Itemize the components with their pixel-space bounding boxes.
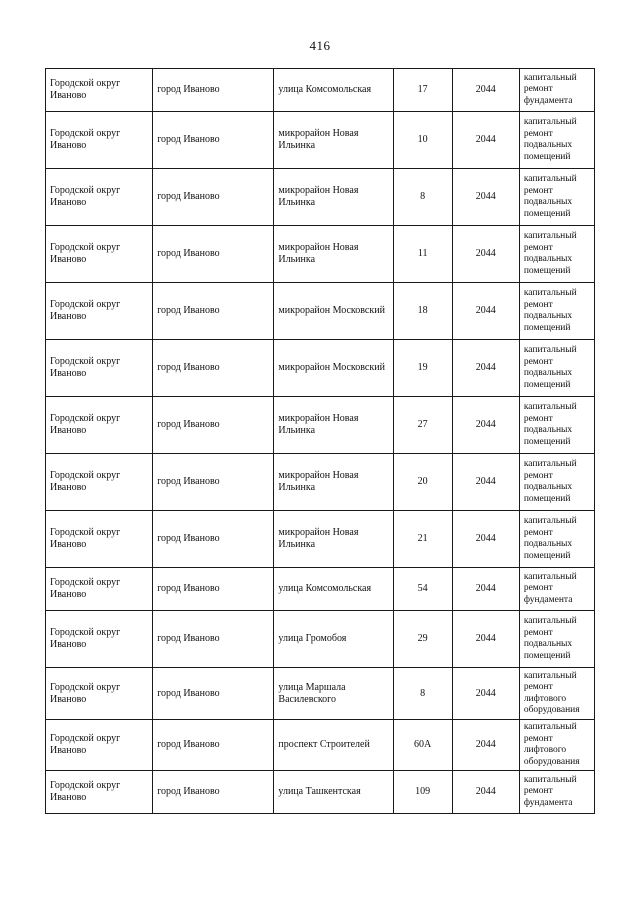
city-cell: город Иваново: [153, 397, 274, 454]
year-cell: 2044: [452, 169, 519, 226]
table-row: [46, 169, 595, 226]
street-cell: микрорайон Новая Ильинка: [274, 397, 393, 454]
district-cell: Городской округ Иваново: [46, 69, 153, 112]
city-cell: город Иваново: [153, 283, 274, 340]
street-cell: улица Ташкентская: [274, 771, 393, 814]
city-cell: город Иваново: [153, 720, 274, 771]
street-cell: микрорайон Новая Ильинка: [274, 112, 393, 169]
table-row: [46, 454, 595, 511]
house-number-cell: 20: [393, 454, 452, 511]
table-body: [46, 69, 595, 814]
city-cell: город Иваново: [153, 611, 274, 668]
year-cell: 2044: [452, 340, 519, 397]
district-cell: Городской округ Иваново: [46, 454, 153, 511]
table-row: [46, 568, 595, 611]
work-type-cell: капитальный ремонт подвальных помещений: [519, 454, 594, 511]
street-cell: улица Комсомольская: [274, 69, 393, 112]
year-cell: 2044: [452, 69, 519, 112]
house-number-cell: 8: [393, 169, 452, 226]
district-cell: Городской округ Иваново: [46, 568, 153, 611]
city-cell: город Иваново: [153, 169, 274, 226]
house-number-cell: 60А: [393, 720, 452, 771]
table-row: [46, 112, 595, 169]
district-cell: Городской округ Иваново: [46, 283, 153, 340]
street-cell: микрорайон Новая Ильинка: [274, 169, 393, 226]
table-row: [46, 668, 595, 720]
table-row: [46, 720, 595, 771]
city-cell: город Иваново: [153, 568, 274, 611]
house-number-cell: 109: [393, 771, 452, 814]
house-number-cell: 21: [393, 511, 452, 568]
street-cell: микрорайон Московский: [274, 283, 393, 340]
year-cell: 2044: [452, 112, 519, 169]
city-cell: город Иваново: [153, 69, 274, 112]
table-row: [46, 397, 595, 454]
work-type-cell: капитальный ремонт подвальных помещений: [519, 511, 594, 568]
table-row: [46, 226, 595, 283]
table-row: [46, 340, 595, 397]
house-number-cell: 8: [393, 668, 452, 720]
district-cell: Городской округ Иваново: [46, 169, 153, 226]
city-cell: город Иваново: [153, 511, 274, 568]
repair-schedule-table: [45, 68, 595, 814]
year-cell: 2044: [452, 611, 519, 668]
work-type-cell: капитальный ремонт подвальных помещений: [519, 283, 594, 340]
district-cell: Городской округ Иваново: [46, 397, 153, 454]
city-cell: город Иваново: [153, 668, 274, 720]
district-cell: Городской округ Иваново: [46, 668, 153, 720]
table-row: [46, 283, 595, 340]
house-number-cell: 17: [393, 69, 452, 112]
year-cell: 2044: [452, 283, 519, 340]
city-cell: город Иваново: [153, 771, 274, 814]
work-type-cell: капитальный ремонт подвальных помещений: [519, 397, 594, 454]
house-number-cell: 19: [393, 340, 452, 397]
street-cell: микрорайон Московский: [274, 340, 393, 397]
street-cell: микрорайон Новая Ильинка: [274, 511, 393, 568]
district-cell: Городской округ Иваново: [46, 720, 153, 771]
year-cell: 2044: [452, 454, 519, 511]
year-cell: 2044: [452, 720, 519, 771]
house-number-cell: 29: [393, 611, 452, 668]
district-cell: Городской округ Иваново: [46, 340, 153, 397]
table-row: [46, 69, 595, 112]
street-cell: микрорайон Новая Ильинка: [274, 454, 393, 511]
street-cell: микрорайон Новая Ильинка: [274, 226, 393, 283]
table-row: [46, 611, 595, 668]
work-type-cell: капитальный ремонт лифтового оборудования: [519, 668, 594, 720]
year-cell: 2044: [452, 397, 519, 454]
year-cell: 2044: [452, 668, 519, 720]
year-cell: 2044: [452, 226, 519, 283]
city-cell: город Иваново: [153, 112, 274, 169]
district-cell: Городской округ Иваново: [46, 112, 153, 169]
work-type-cell: капитальный ремонт лифтового оборудования: [519, 720, 594, 771]
district-cell: Городской округ Иваново: [46, 226, 153, 283]
work-type-cell: капитальный ремонт подвальных помещений: [519, 169, 594, 226]
work-type-cell: капитальный ремонт фундамента: [519, 69, 594, 112]
work-type-cell: капитальный ремонт фундамента: [519, 771, 594, 814]
district-cell: Городской округ Иваново: [46, 611, 153, 668]
house-number-cell: 11: [393, 226, 452, 283]
street-cell: улица Комсомольская: [274, 568, 393, 611]
year-cell: 2044: [452, 568, 519, 611]
street-cell: улица Маршала Василевского: [274, 668, 393, 720]
city-cell: город Иваново: [153, 454, 274, 511]
table-row: [46, 511, 595, 568]
work-type-cell: капитальный ремонт фундамента: [519, 568, 594, 611]
house-number-cell: 10: [393, 112, 452, 169]
district-cell: Городской округ Иваново: [46, 511, 153, 568]
house-number-cell: 18: [393, 283, 452, 340]
work-type-cell: капитальный ремонт подвальных помещений: [519, 611, 594, 668]
street-cell: улица Громобоя: [274, 611, 393, 668]
work-type-cell: капитальный ремонт подвальных помещений: [519, 226, 594, 283]
page-number: 416: [309, 38, 331, 53]
work-type-cell: капитальный ремонт подвальных помещений: [519, 340, 594, 397]
table-row: [46, 771, 595, 814]
year-cell: 2044: [452, 771, 519, 814]
street-cell: проспект Строителей: [274, 720, 393, 771]
city-cell: город Иваново: [153, 340, 274, 397]
house-number-cell: 54: [393, 568, 452, 611]
year-cell: 2044: [452, 511, 519, 568]
house-number-cell: 27: [393, 397, 452, 454]
district-cell: Городской округ Иваново: [46, 771, 153, 814]
work-type-cell: капитальный ремонт подвальных помещений: [519, 112, 594, 169]
city-cell: город Иваново: [153, 226, 274, 283]
